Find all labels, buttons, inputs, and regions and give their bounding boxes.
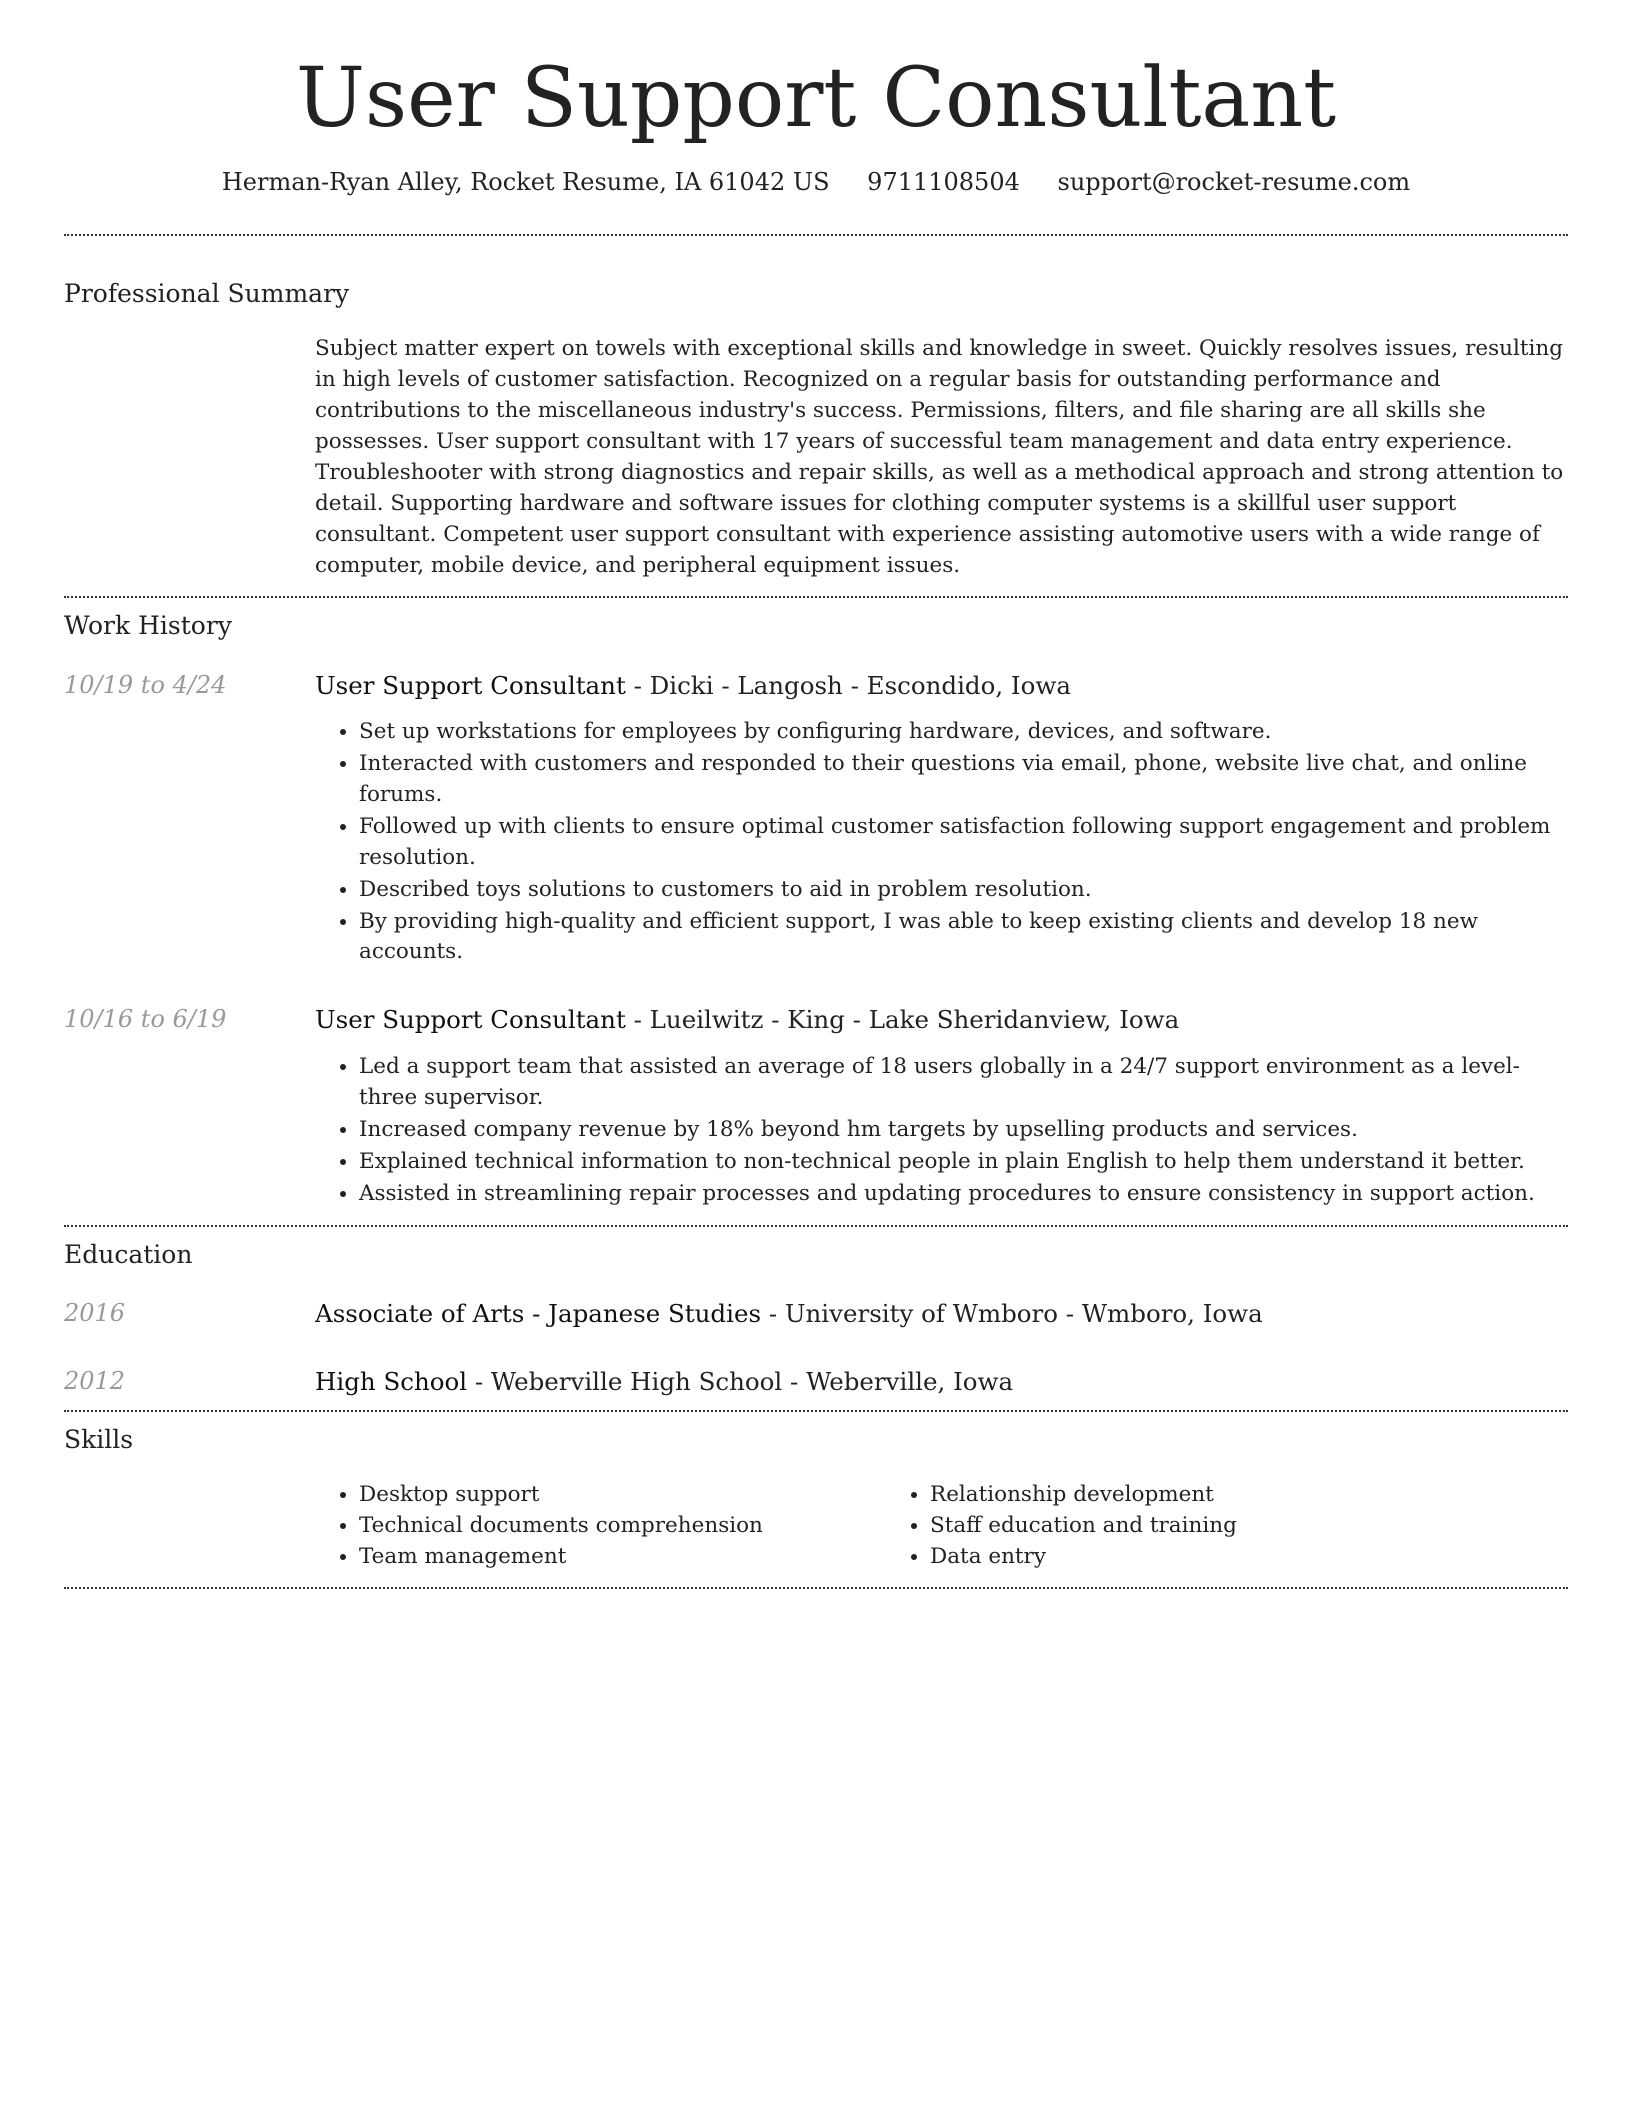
section-divider bbox=[64, 596, 1568, 598]
skills-columns bbox=[315, 1480, 1568, 1587]
education-body bbox=[315, 1365, 1568, 1399]
job-bullet: • Interacted with customers and responded to their questions via email, phone, website live chat, and online forums. bbox=[359, 749, 1568, 811]
skill-item: • Desktop support bbox=[359, 1480, 886, 1511]
summary-section bbox=[64, 278, 1568, 596]
summary-heading: Professional Summary bbox=[64, 278, 350, 308]
job-bullet: • Increased company revenue by 18% beyond hm targets by upselling products and services. bbox=[359, 1115, 1568, 1146]
section-divider bbox=[64, 1587, 1568, 1589]
job-bullet: • Set up workstations for employees by configuring hardware, devices, and software. bbox=[359, 717, 1568, 748]
job-bullets bbox=[315, 1052, 1568, 1210]
skills-heading: Skills bbox=[64, 1424, 134, 1454]
job-bullet: • Explained technical information to non-technical people in plain English to help them understand it better. bbox=[359, 1147, 1568, 1178]
job-dates: 10/19 to 4/24 bbox=[64, 670, 227, 699]
job-bullet: • Assisted in streamlining repair processes and updating procedures to ensure consistency in support action. bbox=[359, 1179, 1568, 1210]
job-bullet: • Followed up with clients to ensure optimal customer satisfaction following support engagement and problem resolution. bbox=[359, 812, 1568, 874]
job-body bbox=[315, 669, 1568, 970]
job-employer: - Dicki - Langosh - Escondido, Iowa bbox=[625, 670, 1071, 700]
section-divider bbox=[64, 1410, 1568, 1412]
skills-list-left bbox=[315, 1480, 886, 1573]
job-heading bbox=[315, 669, 1568, 703]
job-bullets bbox=[315, 717, 1568, 969]
job-dates: 10/16 to 6/19 bbox=[64, 1005, 227, 1034]
contact-address: Herman-Ryan Alley, Rocket Resume, IA 61042 US bbox=[221, 168, 830, 197]
skills-list-right bbox=[886, 1480, 1457, 1573]
resume-title: User Support Consultant bbox=[295, 51, 1337, 146]
job-body bbox=[315, 1003, 1568, 1210]
job-heading bbox=[315, 1003, 1568, 1037]
education-body bbox=[315, 1297, 1568, 1331]
job-bullet: • Described toys solutions to customers to aid in problem resolution. bbox=[359, 875, 1568, 906]
summary-text: Subject matter expert on towels with exceptional skills and knowledge in sweet. Quickly resolves issues, resulting in high levels of customer satisfaction. Recognized on a regular basis for outstanding performance and contributions to the miscellaneous industry's success. Permissions, filters, and file sharing are all skills she possesses. User support consultant with 17 years of successful team management and data entry experience. Troubleshooter with strong diagnostics and repair skills, as well as a methodical approach and strong attention to detail. Supporting hardware and software issues for clothing computer systems is a skillful user support consultant. Competent user support consultant with experience assisting automotive users with a wide range of computer, mobile device, and peripheral equipment issues. bbox=[315, 336, 1564, 579]
section-divider bbox=[64, 234, 1568, 236]
skill-item: • Staff education and training bbox=[930, 1511, 1457, 1542]
work-history-section bbox=[64, 610, 1568, 1224]
work-history-heading: Work History bbox=[64, 611, 232, 641]
skill-item: • Relationship development bbox=[930, 1480, 1457, 1511]
education-degree: High School bbox=[315, 1367, 468, 1397]
job-role: User Support Consultant bbox=[315, 670, 626, 700]
skill-item: • Data entry bbox=[930, 1542, 1457, 1573]
job-employer: - Lueilwitz - King - Lake Sheridanview, Iowa bbox=[625, 1005, 1180, 1035]
education-school: - Weberville High School - Weberville, Iowa bbox=[467, 1367, 1014, 1397]
job-entry bbox=[64, 1003, 1568, 1224]
job-role: User Support Consultant bbox=[315, 1005, 626, 1035]
education-year: 2016 bbox=[64, 1299, 126, 1327]
education-heading-line bbox=[315, 1365, 1568, 1399]
education-degree: Associate of Arts - Japanese Studies bbox=[315, 1299, 762, 1328]
education-section bbox=[64, 1239, 1568, 1410]
education-year: 2012 bbox=[64, 1367, 126, 1396]
contact-phone: 9711108504 bbox=[867, 168, 1020, 197]
job-bullet: • Led a support team that assisted an average of 18 users globally in a 24/7 support environment as a level-three supervisor. bbox=[359, 1052, 1568, 1114]
education-heading-line bbox=[315, 1297, 1568, 1331]
skills-section bbox=[64, 1424, 1568, 1587]
contact-line bbox=[64, 166, 1568, 200]
education-heading: Education bbox=[64, 1239, 193, 1269]
contact-email: support@rocket-resume.com bbox=[1057, 168, 1411, 197]
job-bullet: • By providing high-quality and efficient support, I was able to keep existing clients and develop 18 new accounts. bbox=[359, 907, 1568, 969]
education-entry bbox=[64, 1365, 1568, 1409]
job-entry bbox=[64, 669, 1568, 970]
section-divider bbox=[64, 1225, 1568, 1227]
skill-item: • Team management bbox=[359, 1542, 886, 1573]
education-school: - University of Wmboro - Wmboro, Iowa bbox=[761, 1299, 1263, 1328]
education-entry bbox=[64, 1297, 1568, 1331]
skill-item: • Technical documents comprehension bbox=[359, 1511, 886, 1542]
